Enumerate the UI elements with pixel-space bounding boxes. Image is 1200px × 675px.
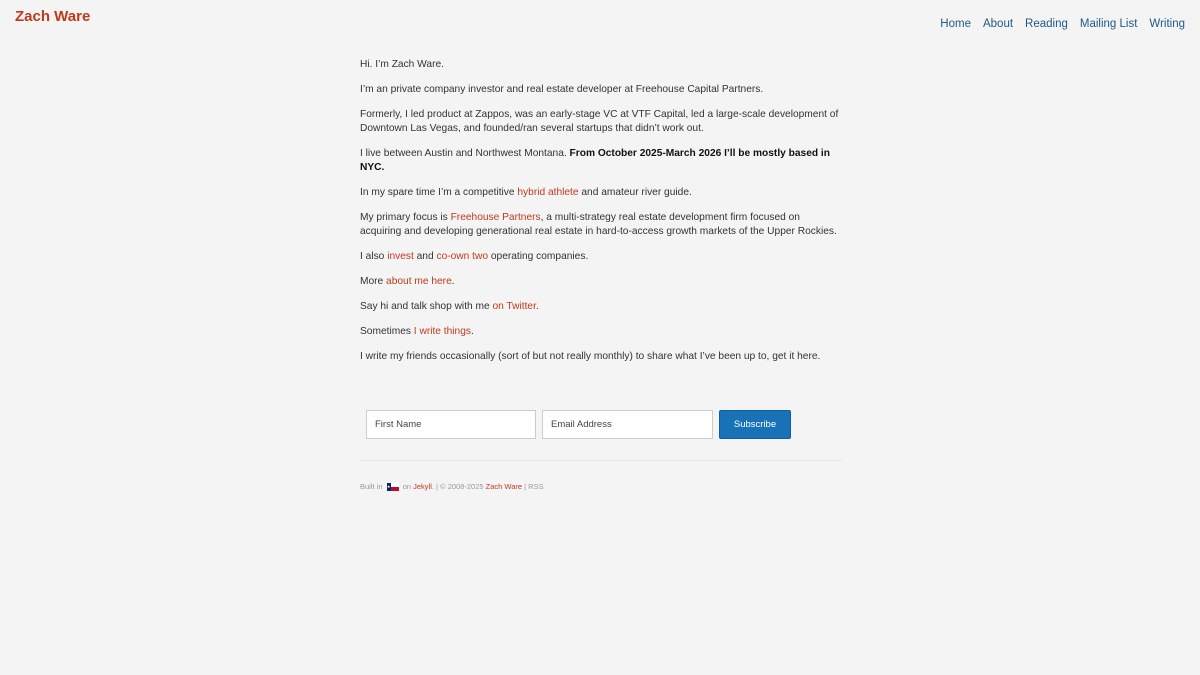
footer-copyright-text: . | © 2008-2025 xyxy=(431,482,486,491)
writing-text-before: Sometimes xyxy=(360,326,414,337)
intro-newsletter: I write my friends occasionally (sort of but not really monthly) to share what I’ve been up to, get it here. xyxy=(360,351,821,362)
hobbies-text-before: In my spare time I’m a competitive xyxy=(360,187,518,198)
intro-role: I’m an private company investor and real estate developer at Freehouse Capital Partners. xyxy=(360,84,764,95)
write-things-link[interactable]: I write things xyxy=(413,326,471,337)
nav-reading[interactable]: Reading xyxy=(1025,18,1068,30)
intro-location xyxy=(360,147,842,175)
twitter-text-before: Say hi and talk shop with me xyxy=(360,301,493,312)
focus-text-before: My primary focus is xyxy=(360,212,451,223)
subscribe-button[interactable]: Subscribe xyxy=(719,410,791,439)
footer-rss-link[interactable]: | RSS xyxy=(522,482,544,491)
twitter-text-after: . xyxy=(535,301,539,312)
texas-flag-icon: ★ xyxy=(387,483,399,491)
intro-writing xyxy=(360,325,842,339)
intro-focus xyxy=(360,211,842,239)
more-text-after: . xyxy=(451,276,455,287)
intro-history: Formerly, I led product at Zappos, was an early-stage VC at VTF Capital, led a large-scale development of Downtown Las Vegas, and founded/ran several startups that didn’t work out. xyxy=(360,109,839,134)
hybrid-athlete-link[interactable]: hybrid athlete xyxy=(517,187,579,198)
newsletter-signup-form xyxy=(366,410,791,439)
invest-text-before: I also xyxy=(360,251,388,262)
intro-investments xyxy=(360,250,842,264)
about-me-link[interactable]: about me here xyxy=(386,276,452,287)
main-nav xyxy=(940,18,1185,30)
two-link[interactable]: two xyxy=(472,251,489,262)
nav-about[interactable]: About xyxy=(982,18,1014,30)
intro-greeting: Hi. I’m Zach Ware. xyxy=(360,59,444,70)
email-address-input[interactable] xyxy=(542,410,713,439)
footer-built-in-text: Built in xyxy=(360,482,385,491)
freehouse-partners-link[interactable]: Freehouse Partners xyxy=(450,212,541,223)
nav-mailing-list[interactable]: Mailing List xyxy=(1079,18,1138,30)
intro-content xyxy=(360,58,842,375)
first-name-input[interactable] xyxy=(366,410,536,439)
invest-text-mid: and xyxy=(413,251,437,262)
intro-twitter xyxy=(360,300,842,314)
nav-writing[interactable]: Writing xyxy=(1149,18,1185,30)
site-title-link[interactable]: Zach Ware xyxy=(15,8,91,25)
invest-text-after: operating companies. xyxy=(488,251,589,262)
location-bold-note: From October 2025-March 2026 I’ll be mostly based in NYC. xyxy=(360,148,830,173)
more-text-before: More xyxy=(360,276,387,287)
co-own-link[interactable]: co-own xyxy=(436,251,470,262)
twitter-link[interactable]: on Twitter xyxy=(492,301,536,312)
footer-on-text: on xyxy=(400,482,414,491)
site-footer xyxy=(360,482,544,491)
focus-text-after: , a multi-strategy real estate development firm focused on acquiring and developing generational real estate in hard-to-access growth markets of the Upper Rockies. xyxy=(360,212,837,237)
intro-hobbies xyxy=(360,186,842,200)
intro-more xyxy=(360,275,842,289)
writing-text-after: . xyxy=(470,326,474,337)
jekyll-link[interactable]: Jekyll xyxy=(413,482,432,491)
footer-author-link[interactable]: Zach Ware xyxy=(485,482,523,491)
hobbies-text-after: and amateur river guide. xyxy=(578,187,692,198)
location-text: I live between Austin and Northwest Montana. xyxy=(360,148,570,159)
invest-link[interactable]: invest xyxy=(387,251,414,262)
nav-home[interactable]: Home xyxy=(940,18,971,30)
footer-divider xyxy=(360,460,842,461)
